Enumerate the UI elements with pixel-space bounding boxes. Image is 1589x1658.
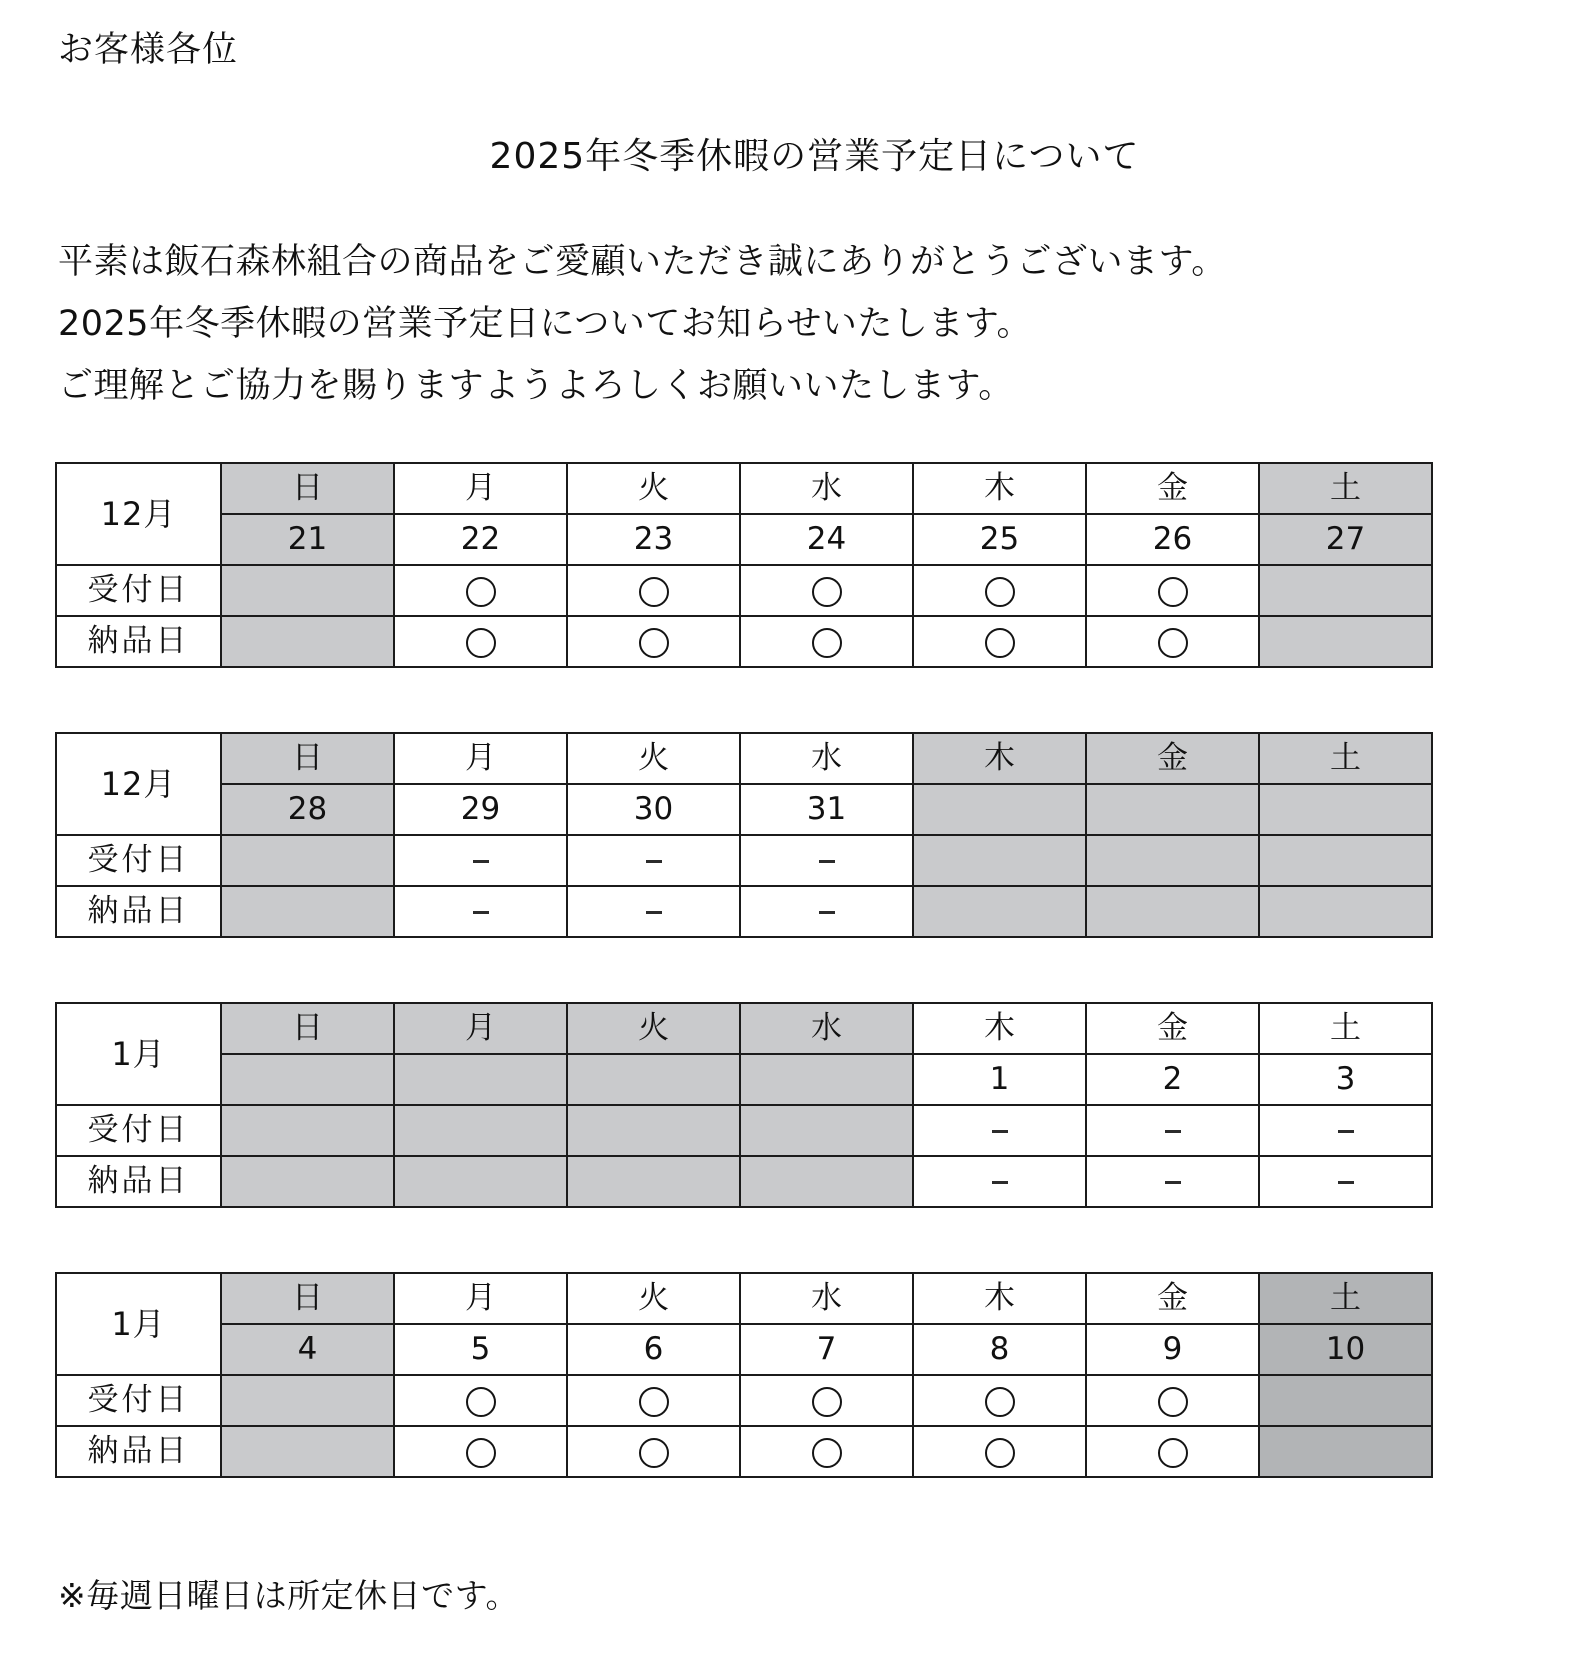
date-cell-2 — [567, 1054, 740, 1105]
date-cell-1: 29 — [394, 784, 567, 835]
reception-cell-4 — [913, 1105, 1086, 1156]
table-row — [56, 733, 1432, 784]
table-row — [56, 514, 1432, 565]
open-circle-icon — [1158, 1438, 1188, 1468]
date-cell-6: 27 — [1259, 514, 1432, 565]
reception-cell-5 — [1086, 1375, 1259, 1426]
delivery-cell-6 — [1259, 1426, 1432, 1477]
delivery-cell-4 — [913, 1156, 1086, 1207]
table-row — [56, 463, 1432, 514]
closed-dash-icon — [1338, 1181, 1354, 1184]
weekday-header-6: 土 — [1259, 1003, 1432, 1054]
body-paragraph-1: 平素は飯石森林組合の商品をご愛顧いただき誠にありがとうございます。 — [58, 242, 1227, 282]
closed-dash-icon — [1165, 1181, 1181, 1184]
table-row — [56, 565, 1432, 616]
delivery-cell-0 — [221, 1426, 394, 1477]
delivery-cell-6 — [1259, 1156, 1432, 1207]
delivery-cell-3 — [740, 1426, 913, 1477]
open-circle-icon — [1158, 1387, 1188, 1417]
body-paragraph-3: ご理解とご協力を賜りますようよろしくお願いいたします。 — [58, 365, 1014, 406]
delivery-cell-1 — [394, 1156, 567, 1207]
reception-cell-3 — [740, 565, 913, 616]
delivery-cell-5 — [1086, 616, 1259, 667]
open-circle-icon — [812, 577, 842, 607]
delivery-cell-5 — [1086, 1156, 1259, 1207]
weekday-header-1: 月 — [394, 1273, 567, 1324]
delivery-cell-0 — [221, 616, 394, 667]
table-row — [56, 1003, 1432, 1054]
weekday-header-2: 火 — [567, 1003, 740, 1054]
delivery-cell-5 — [1086, 886, 1259, 937]
reception-cell-6 — [1259, 1105, 1432, 1156]
reception-cell-5 — [1086, 835, 1259, 886]
weekday-header-2: 火 — [567, 733, 740, 784]
delivery-cell-2 — [567, 616, 740, 667]
weekday-header-3: 水 — [740, 1273, 913, 1324]
open-circle-icon — [985, 1387, 1015, 1417]
date-cell-0: 21 — [221, 514, 394, 565]
open-circle-icon — [466, 577, 496, 607]
date-cell-3: 7 — [740, 1324, 913, 1375]
date-cell-1: 22 — [394, 514, 567, 565]
footnote: ※毎週日曜日は所定休日です。 — [58, 1576, 520, 1615]
date-cell-2: 23 — [567, 514, 740, 565]
closed-dash-icon — [646, 911, 662, 914]
open-circle-icon — [639, 628, 669, 658]
month-label: 1月 — [56, 1003, 221, 1105]
reception-cell-3 — [740, 1375, 913, 1426]
date-cell-4 — [913, 784, 1086, 835]
date-cell-1 — [394, 1054, 567, 1105]
calendar-block — [55, 732, 1433, 938]
table-row — [56, 1054, 1432, 1105]
table-row — [56, 1105, 1432, 1156]
open-circle-icon — [985, 628, 1015, 658]
reception-cell-6 — [1259, 1375, 1432, 1426]
body-paragraph-2: 2025年冬季休暇の営業予定日についてお知らせいたします。 — [58, 303, 1033, 344]
delivery-cell-6 — [1259, 616, 1432, 667]
month-label: 12月 — [56, 463, 221, 565]
delivery-cell-5 — [1086, 1426, 1259, 1477]
weekday-header-0: 日 — [221, 733, 394, 784]
weekday-header-1: 月 — [394, 733, 567, 784]
reception-cell-2 — [567, 1375, 740, 1426]
delivery-cell-4 — [913, 1426, 1086, 1477]
closed-dash-icon — [819, 911, 835, 914]
delivery-cell-0 — [221, 886, 394, 937]
delivery-label: 納品日 — [56, 1426, 221, 1477]
open-circle-icon — [466, 1438, 496, 1468]
closed-dash-icon — [473, 911, 489, 914]
date-cell-4: 25 — [913, 514, 1086, 565]
open-circle-icon — [639, 1438, 669, 1468]
reception-cell-3 — [740, 1105, 913, 1156]
date-cell-3 — [740, 1054, 913, 1105]
reception-cell-1 — [394, 565, 567, 616]
reception-cell-1 — [394, 835, 567, 886]
reception-cell-1 — [394, 1375, 567, 1426]
weekday-header-6: 土 — [1259, 733, 1432, 784]
weekday-header-5: 金 — [1086, 1273, 1259, 1324]
reception-cell-4 — [913, 565, 1086, 616]
weekday-header-4: 木 — [913, 1273, 1086, 1324]
closed-dash-icon — [646, 860, 662, 863]
open-circle-icon — [466, 628, 496, 658]
reception-cell-0 — [221, 565, 394, 616]
calendar-block — [55, 1272, 1433, 1478]
date-cell-5 — [1086, 784, 1259, 835]
date-cell-0: 4 — [221, 1324, 394, 1375]
closed-dash-icon — [992, 1181, 1008, 1184]
reception-cell-0 — [221, 1375, 394, 1426]
closed-dash-icon — [473, 860, 489, 863]
date-cell-5: 2 — [1086, 1054, 1259, 1105]
date-cell-3: 24 — [740, 514, 913, 565]
open-circle-icon — [1158, 628, 1188, 658]
table-row — [56, 835, 1432, 886]
closed-dash-icon — [819, 860, 835, 863]
open-circle-icon — [812, 1387, 842, 1417]
reception-cell-3 — [740, 835, 913, 886]
reception-cell-2 — [567, 565, 740, 616]
weekday-header-6: 土 — [1259, 463, 1432, 514]
open-circle-icon — [985, 1438, 1015, 1468]
table-row — [56, 1273, 1432, 1324]
reception-cell-5 — [1086, 565, 1259, 616]
delivery-label: 納品日 — [56, 886, 221, 937]
delivery-cell-3 — [740, 616, 913, 667]
date-cell-5: 9 — [1086, 1324, 1259, 1375]
month-label: 12月 — [56, 733, 221, 835]
reception-cell-0 — [221, 835, 394, 886]
reception-label: 受付日 — [56, 565, 221, 616]
weekday-header-1: 月 — [394, 463, 567, 514]
table-row — [56, 1324, 1432, 1375]
open-circle-icon — [985, 577, 1015, 607]
weekday-header-4: 木 — [913, 733, 1086, 784]
delivery-cell-2 — [567, 886, 740, 937]
open-circle-icon — [812, 628, 842, 658]
delivery-cell-4 — [913, 616, 1086, 667]
table-row — [56, 1426, 1432, 1477]
date-cell-4: 8 — [913, 1324, 1086, 1375]
open-circle-icon — [466, 1387, 496, 1417]
weekday-header-5: 金 — [1086, 733, 1259, 784]
date-cell-6 — [1259, 784, 1432, 835]
table-row — [56, 616, 1432, 667]
delivery-cell-1 — [394, 886, 567, 937]
weekday-header-0: 日 — [221, 1273, 394, 1324]
delivery-cell-4 — [913, 886, 1086, 937]
date-cell-1: 5 — [394, 1324, 567, 1375]
reception-cell-4 — [913, 835, 1086, 886]
reception-cell-2 — [567, 835, 740, 886]
reception-cell-2 — [567, 1105, 740, 1156]
weekday-header-6: 土 — [1259, 1273, 1432, 1324]
delivery-cell-3 — [740, 886, 913, 937]
reception-label: 受付日 — [56, 1105, 221, 1156]
reception-cell-1 — [394, 1105, 567, 1156]
date-cell-5: 26 — [1086, 514, 1259, 565]
table-row — [56, 886, 1432, 937]
delivery-cell-1 — [394, 1426, 567, 1477]
closed-dash-icon — [992, 1130, 1008, 1133]
open-circle-icon — [639, 577, 669, 607]
date-cell-2: 6 — [567, 1324, 740, 1375]
open-circle-icon — [812, 1438, 842, 1468]
calendar-table — [55, 1272, 1433, 1478]
date-cell-0 — [221, 1054, 394, 1105]
weekday-header-5: 金 — [1086, 463, 1259, 514]
open-circle-icon — [1158, 577, 1188, 607]
weekday-header-1: 月 — [394, 1003, 567, 1054]
date-cell-3: 31 — [740, 784, 913, 835]
closed-dash-icon — [1338, 1130, 1354, 1133]
date-cell-6: 3 — [1259, 1054, 1432, 1105]
delivery-label: 納品日 — [56, 1156, 221, 1207]
reception-cell-6 — [1259, 565, 1432, 616]
weekday-header-2: 火 — [567, 1273, 740, 1324]
page-title: 2025年冬季休暇の営業予定日について — [489, 136, 1140, 177]
weekday-header-0: 日 — [221, 1003, 394, 1054]
calendar-block — [55, 462, 1433, 668]
calendar-table — [55, 1002, 1433, 1208]
table-row — [56, 1375, 1432, 1426]
month-label: 1月 — [56, 1273, 221, 1375]
delivery-cell-1 — [394, 616, 567, 667]
calendar-table — [55, 732, 1433, 938]
weekday-header-5: 金 — [1086, 1003, 1259, 1054]
calendar-block — [55, 1002, 1433, 1208]
table-row — [56, 784, 1432, 835]
reception-cell-4 — [913, 1375, 1086, 1426]
table-row — [56, 1156, 1432, 1207]
delivery-cell-6 — [1259, 886, 1432, 937]
salutation: お客様各位 — [58, 30, 239, 70]
delivery-cell-2 — [567, 1426, 740, 1477]
weekday-header-3: 水 — [740, 463, 913, 514]
weekday-header-3: 水 — [740, 1003, 913, 1054]
open-circle-icon — [639, 1387, 669, 1417]
delivery-cell-2 — [567, 1156, 740, 1207]
weekday-header-4: 木 — [913, 463, 1086, 514]
weekday-header-0: 日 — [221, 463, 394, 514]
reception-label: 受付日 — [56, 835, 221, 886]
body-copy — [58, 240, 1458, 425]
closed-dash-icon — [1165, 1130, 1181, 1133]
date-cell-0: 28 — [221, 784, 394, 835]
reception-cell-0 — [221, 1105, 394, 1156]
date-cell-2: 30 — [567, 784, 740, 835]
reception-label: 受付日 — [56, 1375, 221, 1426]
reception-cell-5 — [1086, 1105, 1259, 1156]
delivery-label: 納品日 — [56, 616, 221, 667]
calendar-table — [55, 462, 1433, 668]
weekday-header-3: 水 — [740, 733, 913, 784]
date-cell-4: 1 — [913, 1054, 1086, 1105]
weekday-header-2: 火 — [567, 463, 740, 514]
date-cell-6: 10 — [1259, 1324, 1432, 1375]
delivery-cell-3 — [740, 1156, 913, 1207]
delivery-cell-0 — [221, 1156, 394, 1207]
weekday-header-4: 木 — [913, 1003, 1086, 1054]
reception-cell-6 — [1259, 835, 1432, 886]
